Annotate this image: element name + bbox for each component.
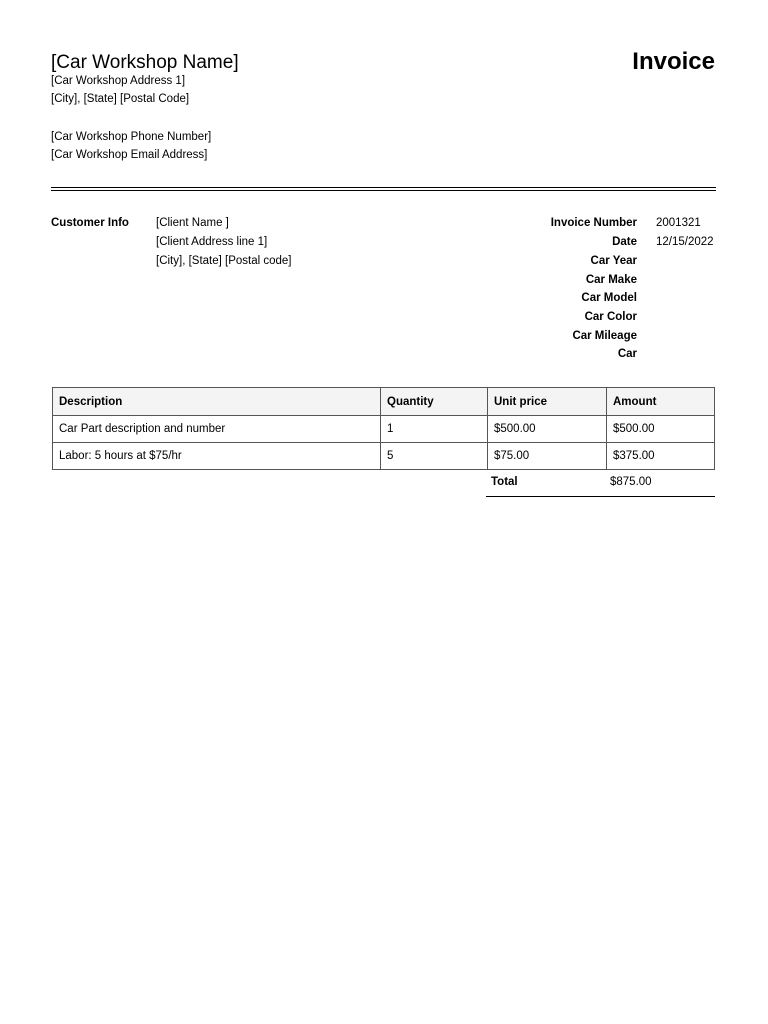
car-make-label: Car Make: [585, 274, 637, 286]
total-row: [486, 470, 715, 497]
table-row: [53, 416, 715, 443]
header-amount: Amount: [607, 388, 715, 416]
car-mileage-label: Car Mileage: [572, 330, 637, 342]
cell-unit-price: $75.00: [488, 443, 607, 470]
cell-quantity: 5: [381, 443, 488, 470]
total-value: $875.00: [610, 476, 652, 488]
header-divider-top: [51, 187, 716, 188]
cell-quantity: 1: [381, 416, 488, 443]
total-label: Total: [491, 476, 518, 488]
car-color-label: Car Color: [584, 311, 637, 323]
line-items-table: [52, 387, 715, 470]
invoice-number-value: 2001321: [656, 217, 701, 229]
table-header-row: [53, 388, 715, 416]
invoice-title: Invoice: [632, 48, 715, 75]
workshop-address: [Car Workshop Address 1]: [51, 75, 186, 87]
header-unit-price: Unit price: [488, 388, 607, 416]
workshop-email: [Car Workshop Email Address]: [51, 149, 208, 161]
table-row: [53, 443, 715, 470]
client-address: [Client Address line 1]: [156, 236, 268, 248]
client-name: [Client Name ]: [156, 217, 229, 229]
header-quantity: Quantity: [381, 388, 488, 416]
date-value: 12/15/2022: [656, 236, 714, 248]
cell-unit-price: $500.00: [488, 416, 607, 443]
workshop-phone: [Car Workshop Phone Number]: [51, 131, 212, 143]
customer-info-label: Customer Info: [51, 217, 129, 229]
cell-amount: $500.00: [607, 416, 715, 443]
workshop-name: [Car Workshop Name]: [51, 52, 239, 73]
cell-description: Car Part description and number: [53, 416, 381, 443]
header-divider-bottom: [51, 190, 716, 191]
cell-amount: $375.00: [607, 443, 715, 470]
invoice-number-label: Invoice Number: [550, 217, 637, 229]
workshop-city-line: [City], [State] [Postal Code]: [51, 93, 190, 105]
car-year-label: Car Year: [590, 255, 637, 267]
date-label: Date: [612, 236, 637, 248]
car-model-label: Car Model: [581, 292, 637, 304]
cell-description: Labor: 5 hours at $75/hr: [53, 443, 381, 470]
car-label: Car: [617, 348, 637, 360]
client-city-line: [City], [State] [Postal code]: [156, 255, 292, 267]
header-description: Description: [53, 388, 381, 416]
